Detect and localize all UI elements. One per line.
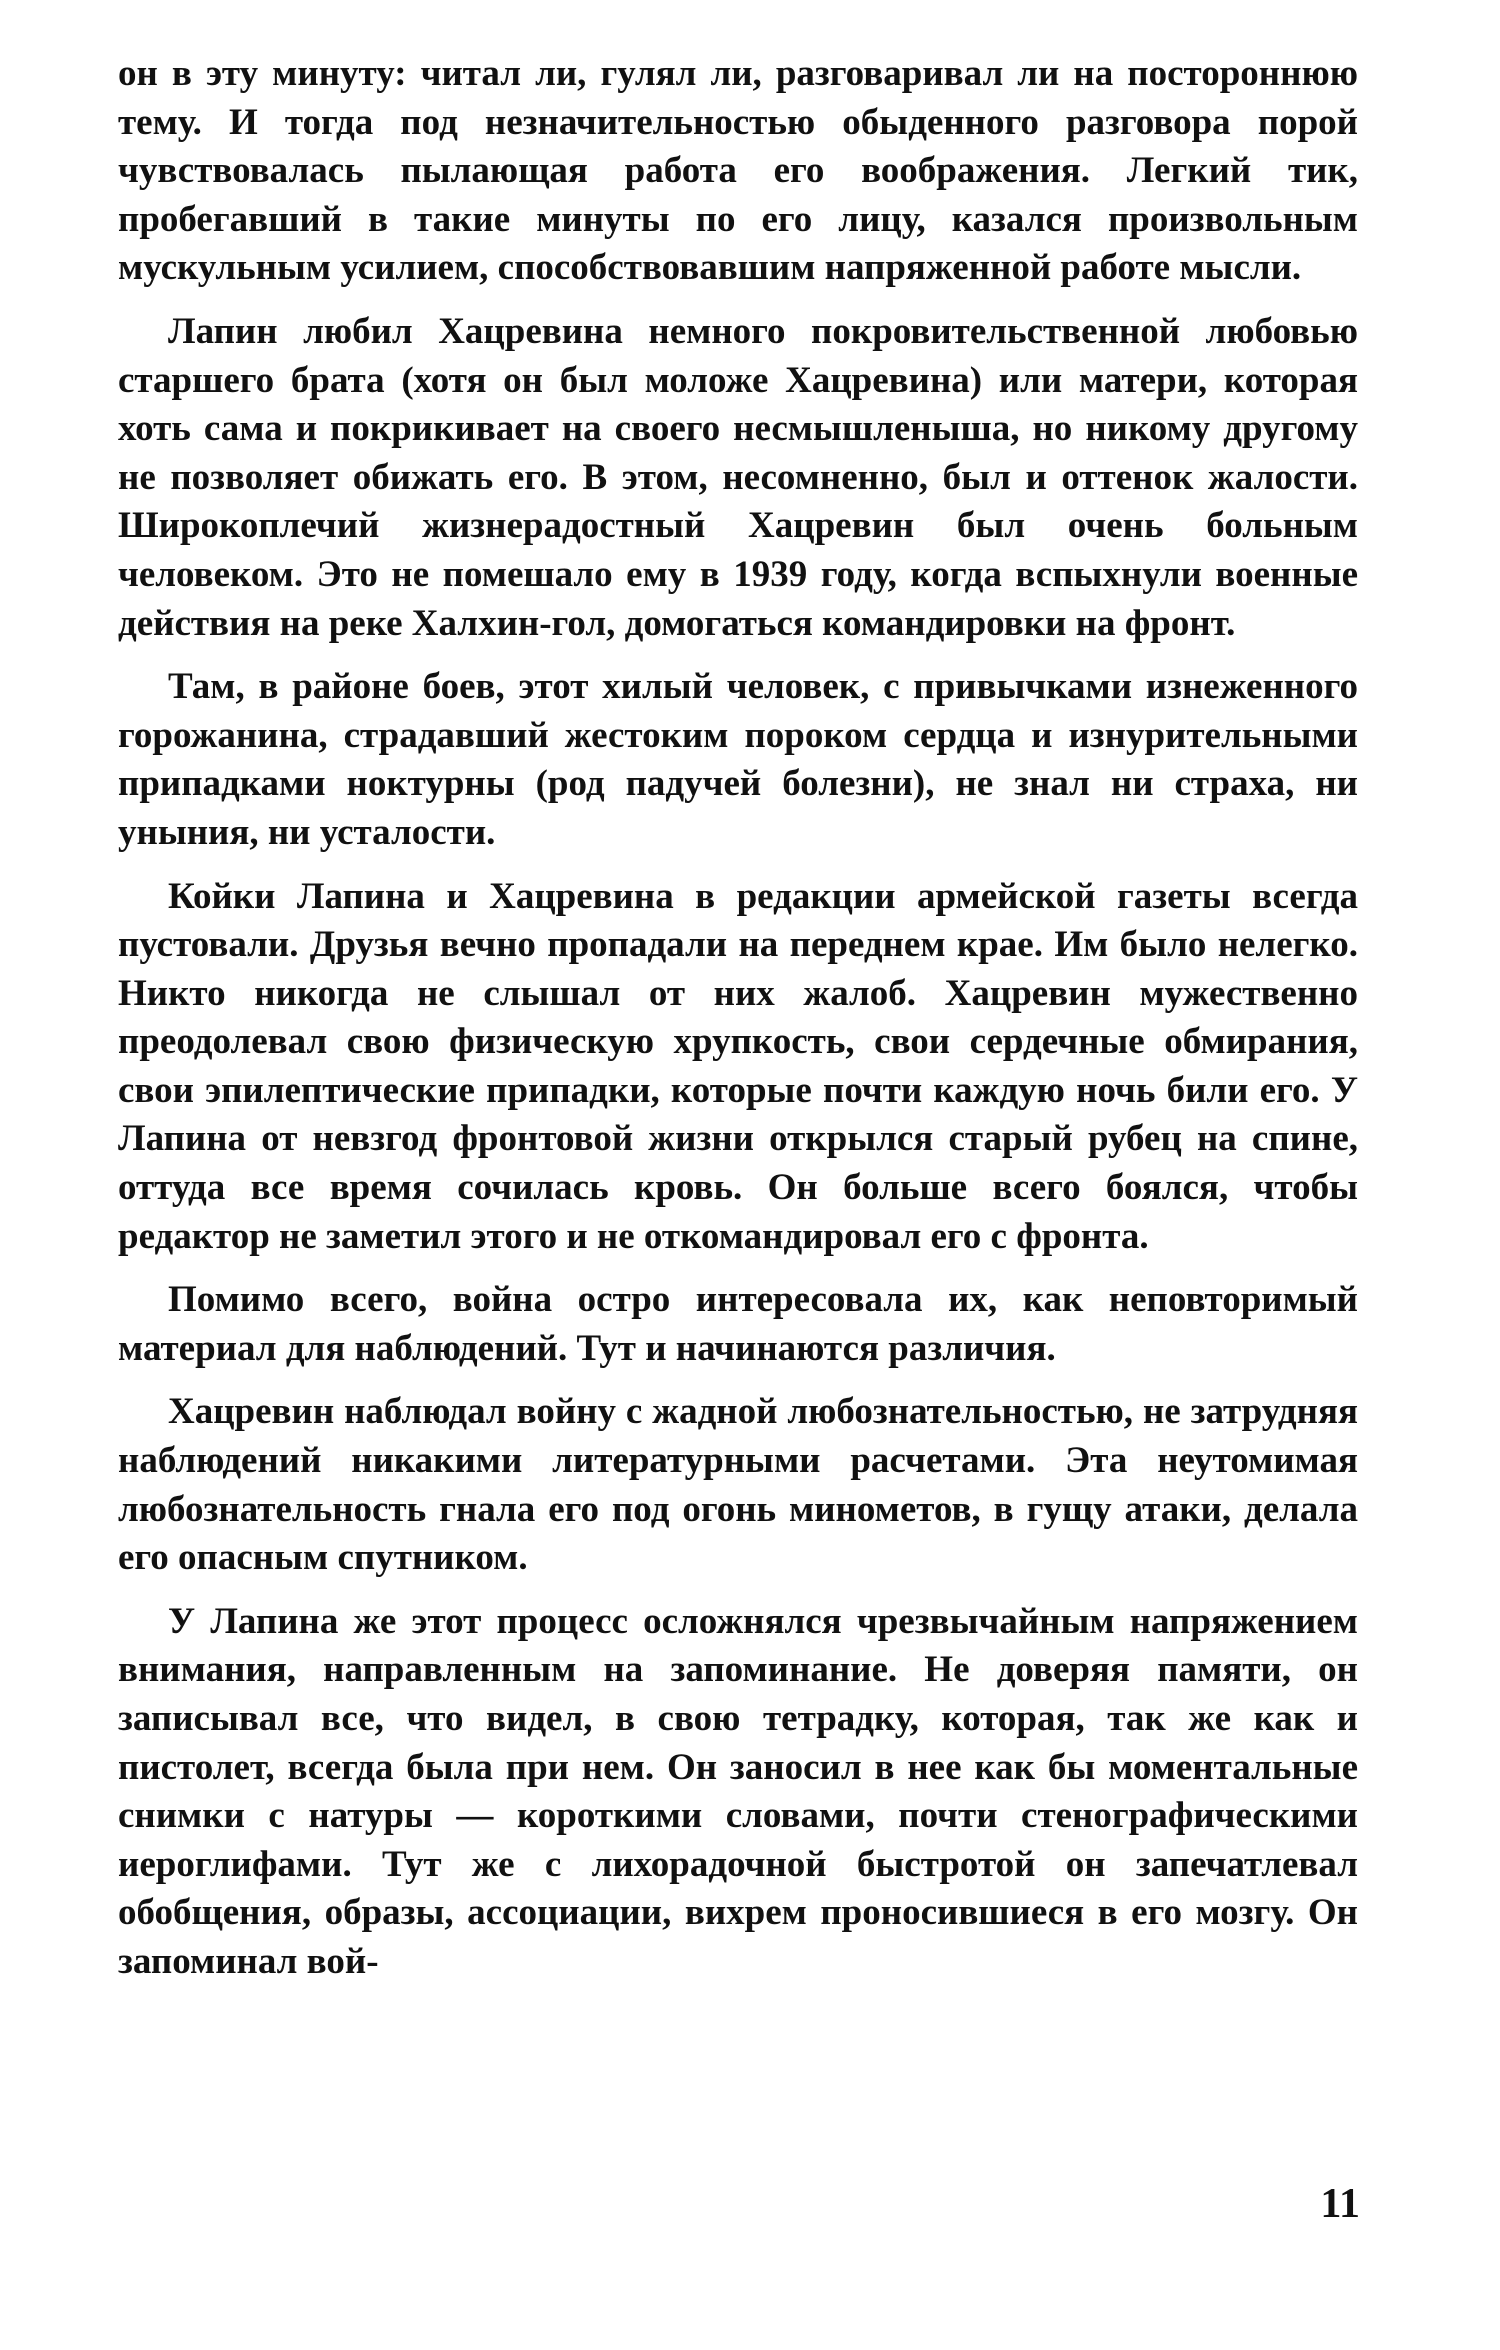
paragraph-3: Там, в районе боев, этот хилый человек, с привычками изнеженного горожанина, страдавший жестоким пороком сердца и изнурительными припадками ноктурны (род падучей болезни), не знал ни страха, ни уныния, ни усталости. [118, 666, 1358, 853]
paragraph-6: Хацревин наблюдал войну с жадной любознательностью, не затрудняя наблюдений никакими литературными расчетами. Эта неутомимая любознательность гнала его под огонь минометов, в гущу атаки, делала его опасным спутником. [118, 1391, 1358, 1579]
page-number: 11 [1320, 2181, 1360, 2227]
paragraph-7: У Лапина же этот процесс осложнялся чрезвычайным напряжением внимания, направленным на запоминание. Не доверяя памяти, он записывал все, что видел, в свою тетрадку, которая, так же как и пистолет, всегда была при нем. Он заносил в нее как бы моментальные снимки с натуры — короткими словами, почти стенографическими иероглифами. Тут же с лихорадочной быстротой он запечатлевал обобщения, образы, ассоциации, вихрем проносившиеся в его мозгу. Он запоминал вой- [118, 1600, 1358, 1982]
paragraph-4: Койки Лапина и Хацревина в редакции армейской газеты всегда пустовали. Друзья вечно пропадали на переднем крае. Им было нелегко. Никто никогда не слышал от них жалоб. Хацревин мужественно преодолевал свою физическую хрупкость, свои сердечные обмирания, свои эпилептические припадки, которые почти каждую ночь били его. У Лапина от невзгод фронтовой жизни открылся старый рубец на спине, оттуда все время сочилась кровь. Он больше всего боялся, чтобы редактор не заметил этого и не откомандировал его с фронта. [118, 875, 1358, 1257]
page-body [118, 50, 1358, 2002]
paragraph-2: Лапин любил Хацревина немного покровительственной любовью старшего брата (хотя он был моложе Хацревина) или матери, которая хоть сама и покрикивает на своего несмышленыша, но никому другому не позволяет обижать его. В этом, несомненно, был и оттенок жалости. Широкоплечий жизнерадостный Хацревин был очень больным человеком. Это не помешало ему в 1939 году, когда вспыхнули военные действия на реке Халхин-гол, домогаться командировки на фронт. [118, 310, 1358, 644]
paragraph-5: Помимо всего, война остро интересовала их, как неповторимый материал для наблюдений. Тут и начинаются различия. [118, 1279, 1358, 1369]
paragraph-1: он в эту минуту: читал ли, гулял ли, разговаривал ли на постороннюю тему. И тогда под незначительностью обыденного разговора порой чувствовалась пылающая работа его воображения. Легкий тик, пробегавший в такие минуты по его лицу, казался произвольным мускульным усилием, способствовавшим напряженной работе мысли. [118, 53, 1358, 289]
